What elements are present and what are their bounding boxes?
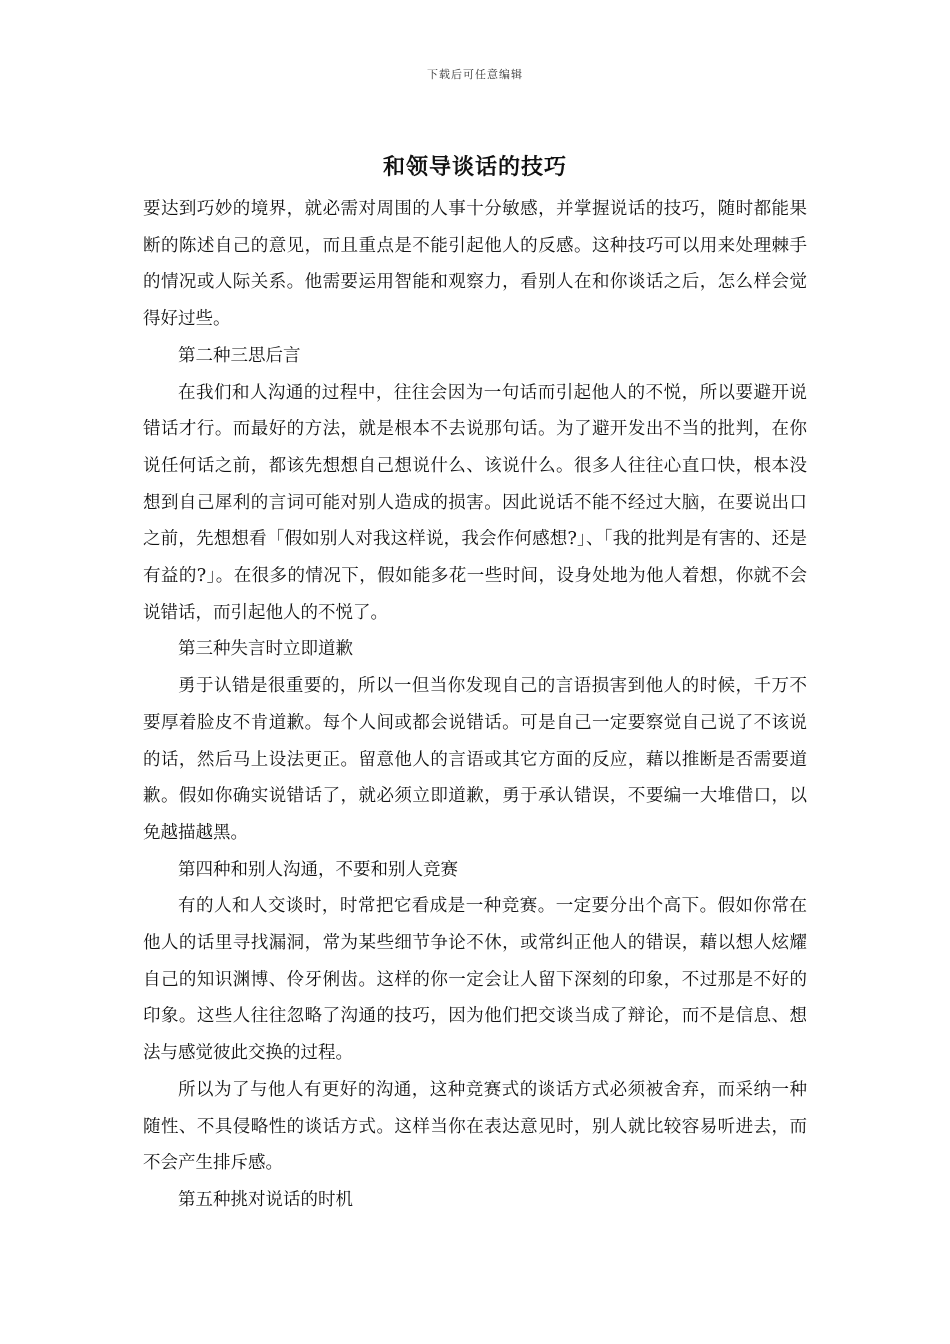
document-title: 和领导谈话的技巧 — [382, 154, 567, 180]
paragraph-section-4b: 所以为了与他人有更好的沟通，这种竞赛式的谈话方式必须被舍弃，而采纳一种随性、不具侵略性的谈话方式。这样当你在表达意见时，别人就比较容易听进去，而不会产生排斥感。 — [143, 1079, 807, 1174]
paragraph-section-4a: 有的人和人交谈时，时常把它看成是一种竞赛。一定要分出个高下。假如你常在他人的话里寻找漏洞，常为某些细节争论不休，或常纠正他人的错误，藉以想人炫耀自己的知识渊博、伶牙俐齿。这样的你一定会让人留下深刻的印象，不过那是不好的印象。这些人往往忽略了沟通的技巧，因为他们把交谈当成了辩论，而不是信息、想法与感觉彼此交换的过程。 — [143, 896, 807, 1064]
paragraph-section-3: 勇于认错是很重要的，所以一但当你发现自己的言语损害到他人的时候，千万不要厚着脸皮不肯道歉。每个人间或都会说错话。可是自己一定要察觉自己说了不该说的话，然后马上设法更正。留意他人的言语或其它方面的反应，藉以推断是否需要道歉。假如你确实说错话了，就必须立即道歉，勇于承认错误，不要编一大堆借口，以免越描越黑。 — [143, 676, 807, 843]
document-body — [143, 191, 807, 1219]
paragraph-section-2: 在我们和人沟通的过程中，往往会因为一句话而引起他人的不悦，所以要避开说错话才行。而最好的方法，就是根本不去说那句话。为了避开发出不当的批判，在你说任何话之前，都该先想想自己想说什么、该说什么。很多人往往心直口快，根本没想到自己犀利的言词可能对别人造成的损害。因此说话不能不经过大脑，在要说出口之前，先想想看「假如别人对我这样说，我会作何感想?」、「我的批判是有害的、还是有益的?」。在很多的情况下，假如能多花一些时间，设身处地为他人着想，你就不会说错话，而引起他人的不悦了。 — [143, 382, 807, 623]
section-heading-4: 第四种和别人沟通，不要和别人竞赛 — [178, 859, 458, 880]
section-heading-2: 第二种三思后言 — [178, 345, 301, 366]
section-heading-3: 第三种失言时立即道歉 — [178, 639, 353, 660]
section-heading-5: 第五种挑对说话的时机 — [178, 1189, 353, 1210]
header-note: 下载后可任意编辑 — [427, 68, 523, 81]
paragraph-intro: 要达到巧妙的境界，就必需对周围的人事十分敏感，并掌握说话的技巧，随时都能果断的陈述自己的意见，而且重点是不能引起他人的反感。这种技巧可以用来处理棘手的情况或人际关系。他需要运用智能和观察力，看别人在和你谈话之后，怎么样会觉得好过些。 — [143, 199, 807, 330]
